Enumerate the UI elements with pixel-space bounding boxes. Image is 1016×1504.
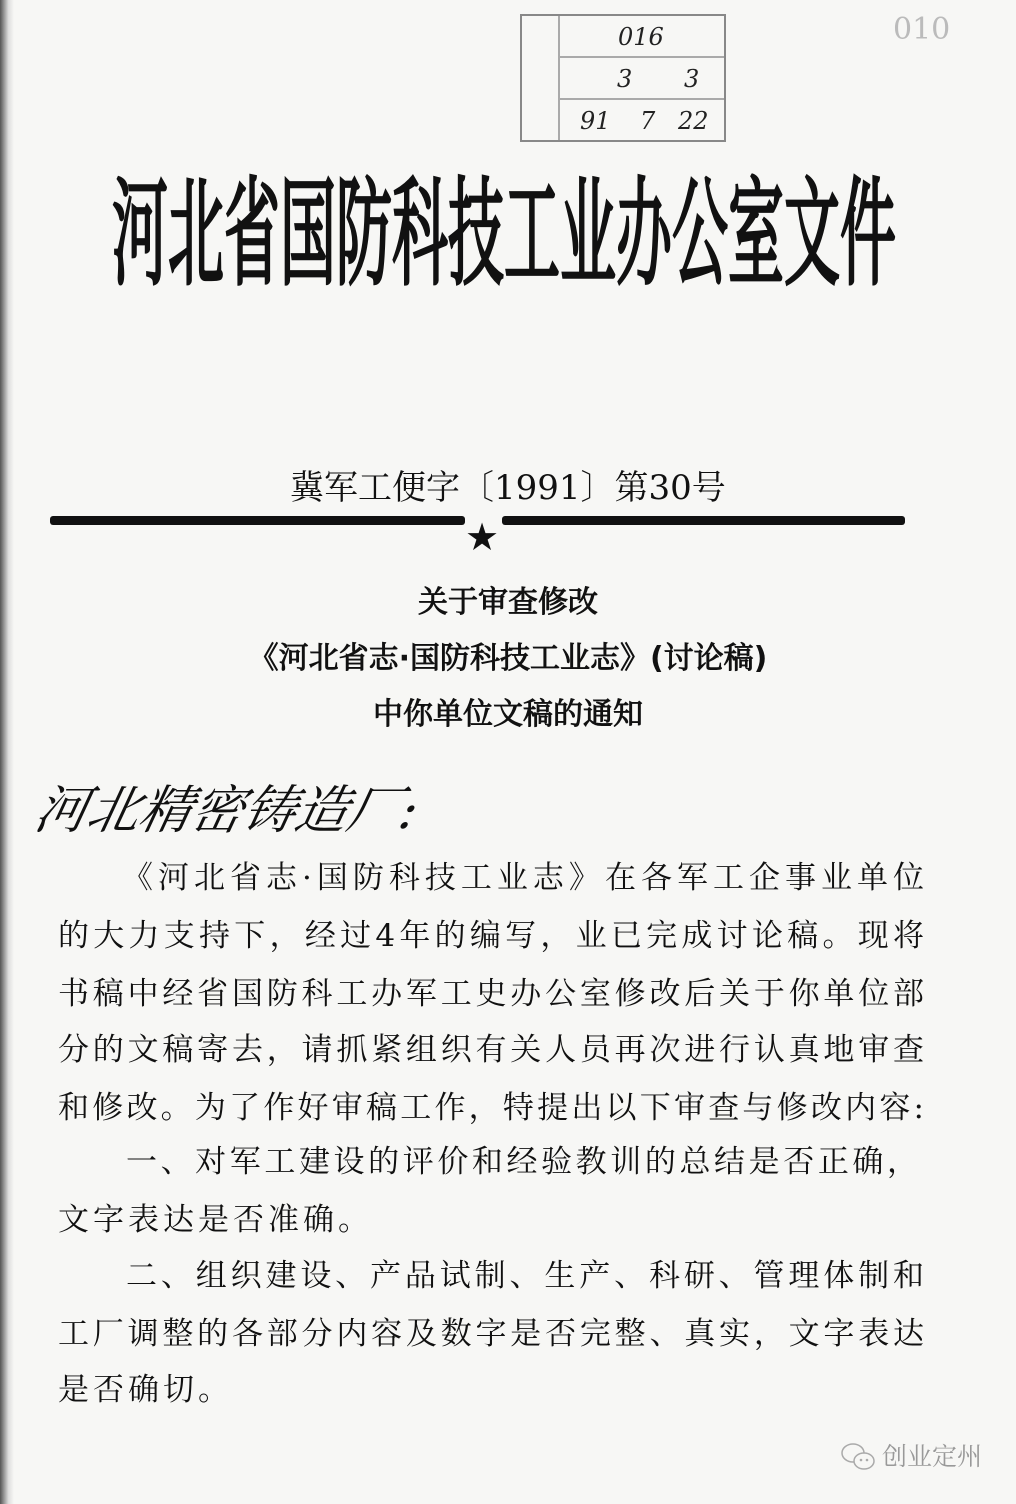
body-line: 一、对军工建设的评价和经验教训的总结是否正确，	[126, 1144, 918, 1180]
watermark	[840, 1442, 982, 1472]
heading-line: 中你单位文稿的通知	[373, 697, 643, 732]
stamp-date-year: 91	[580, 107, 611, 135]
salutation: 河北精密铸造厂:	[29, 781, 424, 841]
body-line: 和修改。为了作好审稿工作，特提出以下审查与修改内容:	[58, 1090, 924, 1126]
receipt-stamp	[520, 14, 726, 142]
body-line: 二、组织建设、产品试制、生产、科研、管理体制和	[126, 1258, 924, 1294]
document-title: 河北省国防科技工业办公室文件	[112, 167, 896, 304]
heading-line: 《河北省志·国防科技工业志》(讨论稿)	[248, 641, 768, 676]
stamp-date-day: 22	[678, 107, 709, 135]
watermark-text: 创业定州	[882, 1442, 983, 1471]
scan-edge	[0, 0, 14, 1504]
body-line: 工厂调整的各部分内容及数字是否完整、真实，文字表达	[58, 1316, 924, 1352]
body-line: 文字表达是否准确。	[58, 1202, 373, 1238]
document-number: 冀军工便字〔1991〕第30号	[290, 468, 726, 508]
body-line: 书稿中经省国防科工办军工史办公室修改后关于你单位部	[58, 976, 924, 1012]
divider-right	[502, 516, 905, 525]
heading-line: 关于审查修改	[418, 585, 598, 620]
body-line: 的大力支持下，经过4年的编写，业已完成讨论稿。现将	[58, 918, 924, 954]
star-icon: ★	[465, 515, 500, 559]
stamp-value: 3	[617, 65, 633, 93]
stamp-value: 3	[684, 65, 700, 93]
wechat-icon	[840, 1442, 876, 1472]
body-line: 是否确切。	[58, 1372, 233, 1408]
stamp-number: 016	[618, 23, 664, 51]
divider-left	[50, 516, 465, 525]
body-line: 《河北省志·国防科技工业志》在各军工企事业单位	[122, 860, 924, 896]
stamp-date-month: 7	[640, 107, 656, 135]
body-line: 分的文稿寄去，请抓紧组织有关人员再次进行认真地审查	[58, 1032, 924, 1068]
page-number: 010	[893, 12, 951, 47]
